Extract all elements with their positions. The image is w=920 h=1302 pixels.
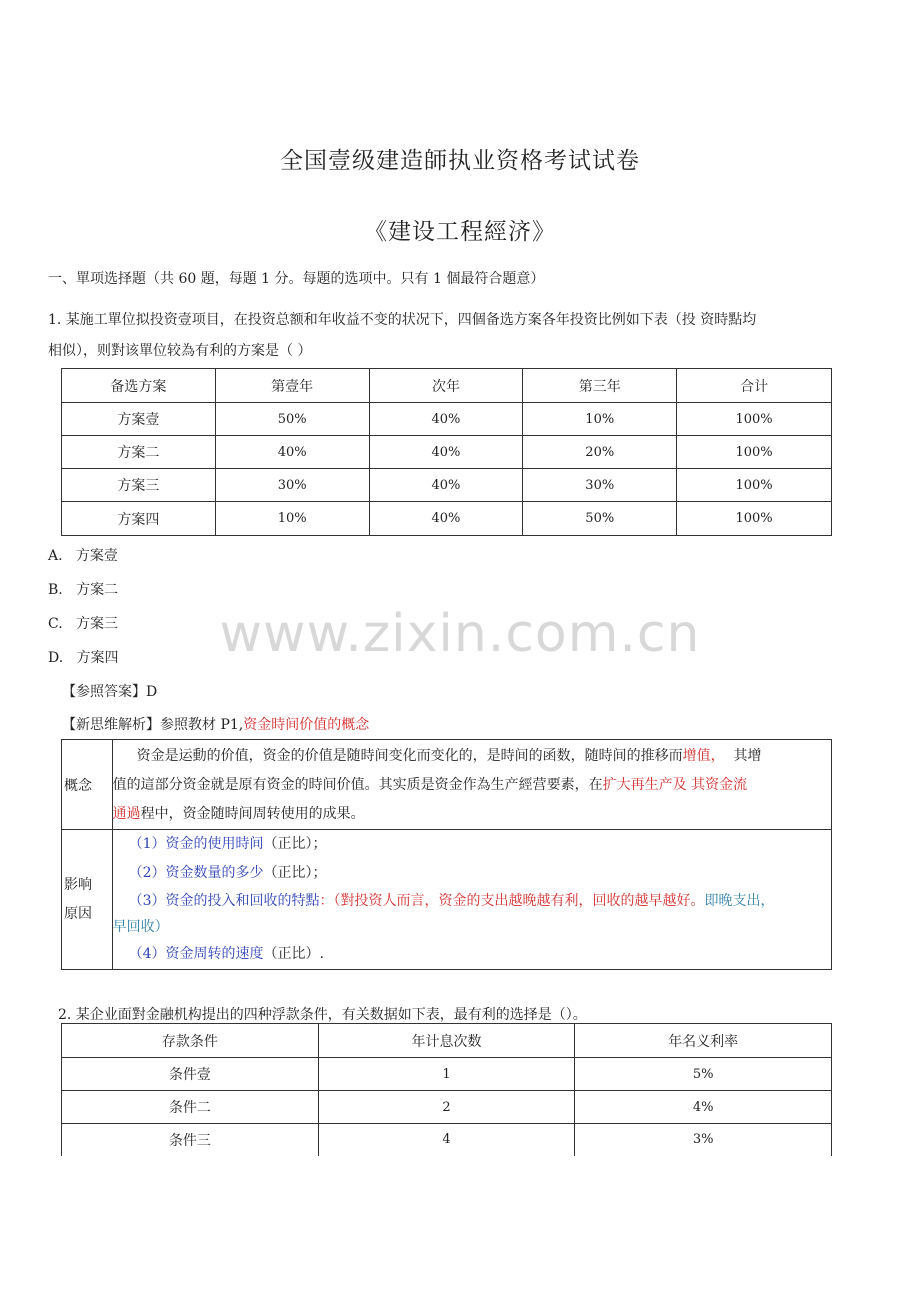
table-cell: 5% [575, 1058, 832, 1091]
option-b [48, 579, 118, 599]
concept-highlight: 通過 [112, 806, 141, 822]
factors-row [62, 830, 832, 970]
table-row [62, 1124, 832, 1156]
table-header-cell: 年名义利率 [575, 1024, 832, 1058]
table-cell: 方案壹 [62, 403, 216, 436]
table-cell: 50% [523, 502, 677, 536]
table-header-cell: 备选方案 [62, 369, 216, 403]
option-letter: B. [48, 582, 63, 598]
concept-content [112, 740, 831, 830]
table-cell: 100% [677, 436, 832, 469]
table-cell: 20% [523, 436, 677, 469]
concept-label: 概念 [62, 740, 113, 830]
factors-label-line: 原因 [64, 905, 92, 922]
concept-text: 值的這部分资金就是原有资金的時间价值。其实质是资金作為生产經营要素，在 [112, 777, 603, 793]
concept-highlight: 扩大再生产及 其资金流 [602, 777, 748, 793]
option-text: 方案壹 [75, 548, 118, 564]
document-title: 全国壹级建造師执业资格考试试卷 [280, 148, 640, 174]
factor-note: （正比）； [263, 836, 327, 852]
table-cell: 条件壹 [62, 1058, 319, 1091]
analysis-line [62, 714, 369, 734]
factor-highlight: ：（對投资人而言，资金的支出越晚越有利，回收的越早越好。 [319, 893, 705, 909]
document-subtitle: 《建设工程經济》 [364, 219, 556, 245]
table-cell: 100% [677, 403, 832, 436]
factor-text: （4）资金周转的速度 [128, 946, 264, 962]
analysis-topic: 资金時间价值的概念 [243, 717, 370, 733]
factor-note: （正比）. [263, 946, 324, 962]
analysis-label: 【新思维解析】 [62, 717, 160, 733]
table-cell: 10% [523, 403, 677, 436]
table-cell: 方案四 [62, 502, 216, 536]
table-cell: 30% [523, 469, 677, 502]
analysis-table [61, 739, 832, 970]
table-cell: 40% [369, 469, 523, 502]
table-cell: 40% [369, 403, 523, 436]
analysis-reference: 参照教材 P1, [160, 717, 244, 733]
table-cell: 100% [677, 469, 832, 502]
table-cell: 10% [215, 502, 369, 536]
table-cell: 方案三 [62, 469, 216, 502]
factors-content [112, 830, 831, 970]
factor-text: （2）资金数量的多少 [128, 865, 264, 881]
table-header-cell: 次年 [369, 369, 523, 403]
table-header-row [62, 1024, 832, 1058]
answer-value: D [146, 684, 158, 700]
table-cell: 30% [215, 469, 369, 502]
table-row [62, 1058, 832, 1091]
factor-text: （1）资金的使用時间 [128, 836, 264, 852]
concept-text: 资金是运動的价值，资金的价值是随時间变化而变化的，是時间的函数，随時间的推移而 [136, 748, 683, 764]
answer-line [62, 681, 157, 701]
table-row [62, 502, 832, 536]
q2-stem: 2. 某企业面對金融机构提出的四种浮款条件，有关数据如下表，最有利的选择是（）。 [58, 1007, 587, 1023]
table-cell: 3% [575, 1124, 832, 1156]
table-cell: 4 [318, 1124, 575, 1156]
option-text: 方案四 [76, 650, 119, 666]
concept-text: 程中，资金随時间周转使用的成果。 [140, 806, 365, 822]
section-heading: 一、單项选择題（共 60 題，每題 1 分。每題的选项中。只有 1 個最符合題意） [48, 271, 545, 287]
option-letter: C. [48, 616, 63, 632]
table-cell: 100% [677, 502, 832, 536]
factors-label [62, 830, 113, 970]
q1-stem-line2: 相似），则對该單位较為有利的方案是（ ） [48, 343, 312, 359]
factor-note: （正比）； [263, 865, 327, 881]
table-cell: 2 [318, 1091, 575, 1124]
table-cell: 1 [318, 1058, 575, 1091]
table-cell: 50% [215, 403, 369, 436]
table-cell: 条件二 [62, 1091, 319, 1124]
table-row [62, 403, 832, 436]
table-header-cell: 年计息次数 [318, 1024, 575, 1058]
table-cell: 条件三 [62, 1124, 319, 1156]
table-header-row [62, 369, 832, 403]
table-cell: 方案二 [62, 436, 216, 469]
option-text: 方案三 [76, 616, 119, 632]
table-header-cell: 第三年 [523, 369, 677, 403]
concept-highlight: 增值， [682, 748, 725, 764]
option-text: 方案二 [76, 582, 119, 598]
factor-text: （3）资金的投入和回收的特點 [128, 893, 320, 909]
table-cell: 40% [369, 502, 523, 536]
q1-investment-table [61, 368, 832, 536]
factor-highlight: 早回收） [112, 919, 169, 935]
table-header-cell: 合计 [677, 369, 832, 403]
table-cell: 4% [575, 1091, 832, 1124]
table-header-cell: 第壹年 [215, 369, 369, 403]
concept-row [62, 740, 832, 830]
q1-stem-line1: 1. 某施工單位拟投资壹项目，在投资总额和年收益不变的状况下，四個备选方案各年投资比例如下表（投 资時點均 [48, 312, 757, 328]
concept-text: 其增 [733, 748, 762, 764]
watermark: www.zixin.com.cn [219, 604, 701, 664]
answer-label: 【参照答案】 [62, 684, 146, 700]
table-row [62, 436, 832, 469]
table-header-cell: 存款条件 [62, 1024, 319, 1058]
q2-deposit-table [61, 1023, 832, 1156]
option-letter: D. [48, 650, 64, 666]
table-cell: 40% [215, 436, 369, 469]
option-letter: A. [48, 548, 63, 564]
option-a [48, 545, 118, 565]
table-row [62, 469, 832, 502]
table-row [62, 1091, 832, 1124]
table-cell: 40% [369, 436, 523, 469]
factors-label-line: 影响 [64, 876, 92, 893]
factor-highlight: 即晚支出， [704, 893, 775, 909]
